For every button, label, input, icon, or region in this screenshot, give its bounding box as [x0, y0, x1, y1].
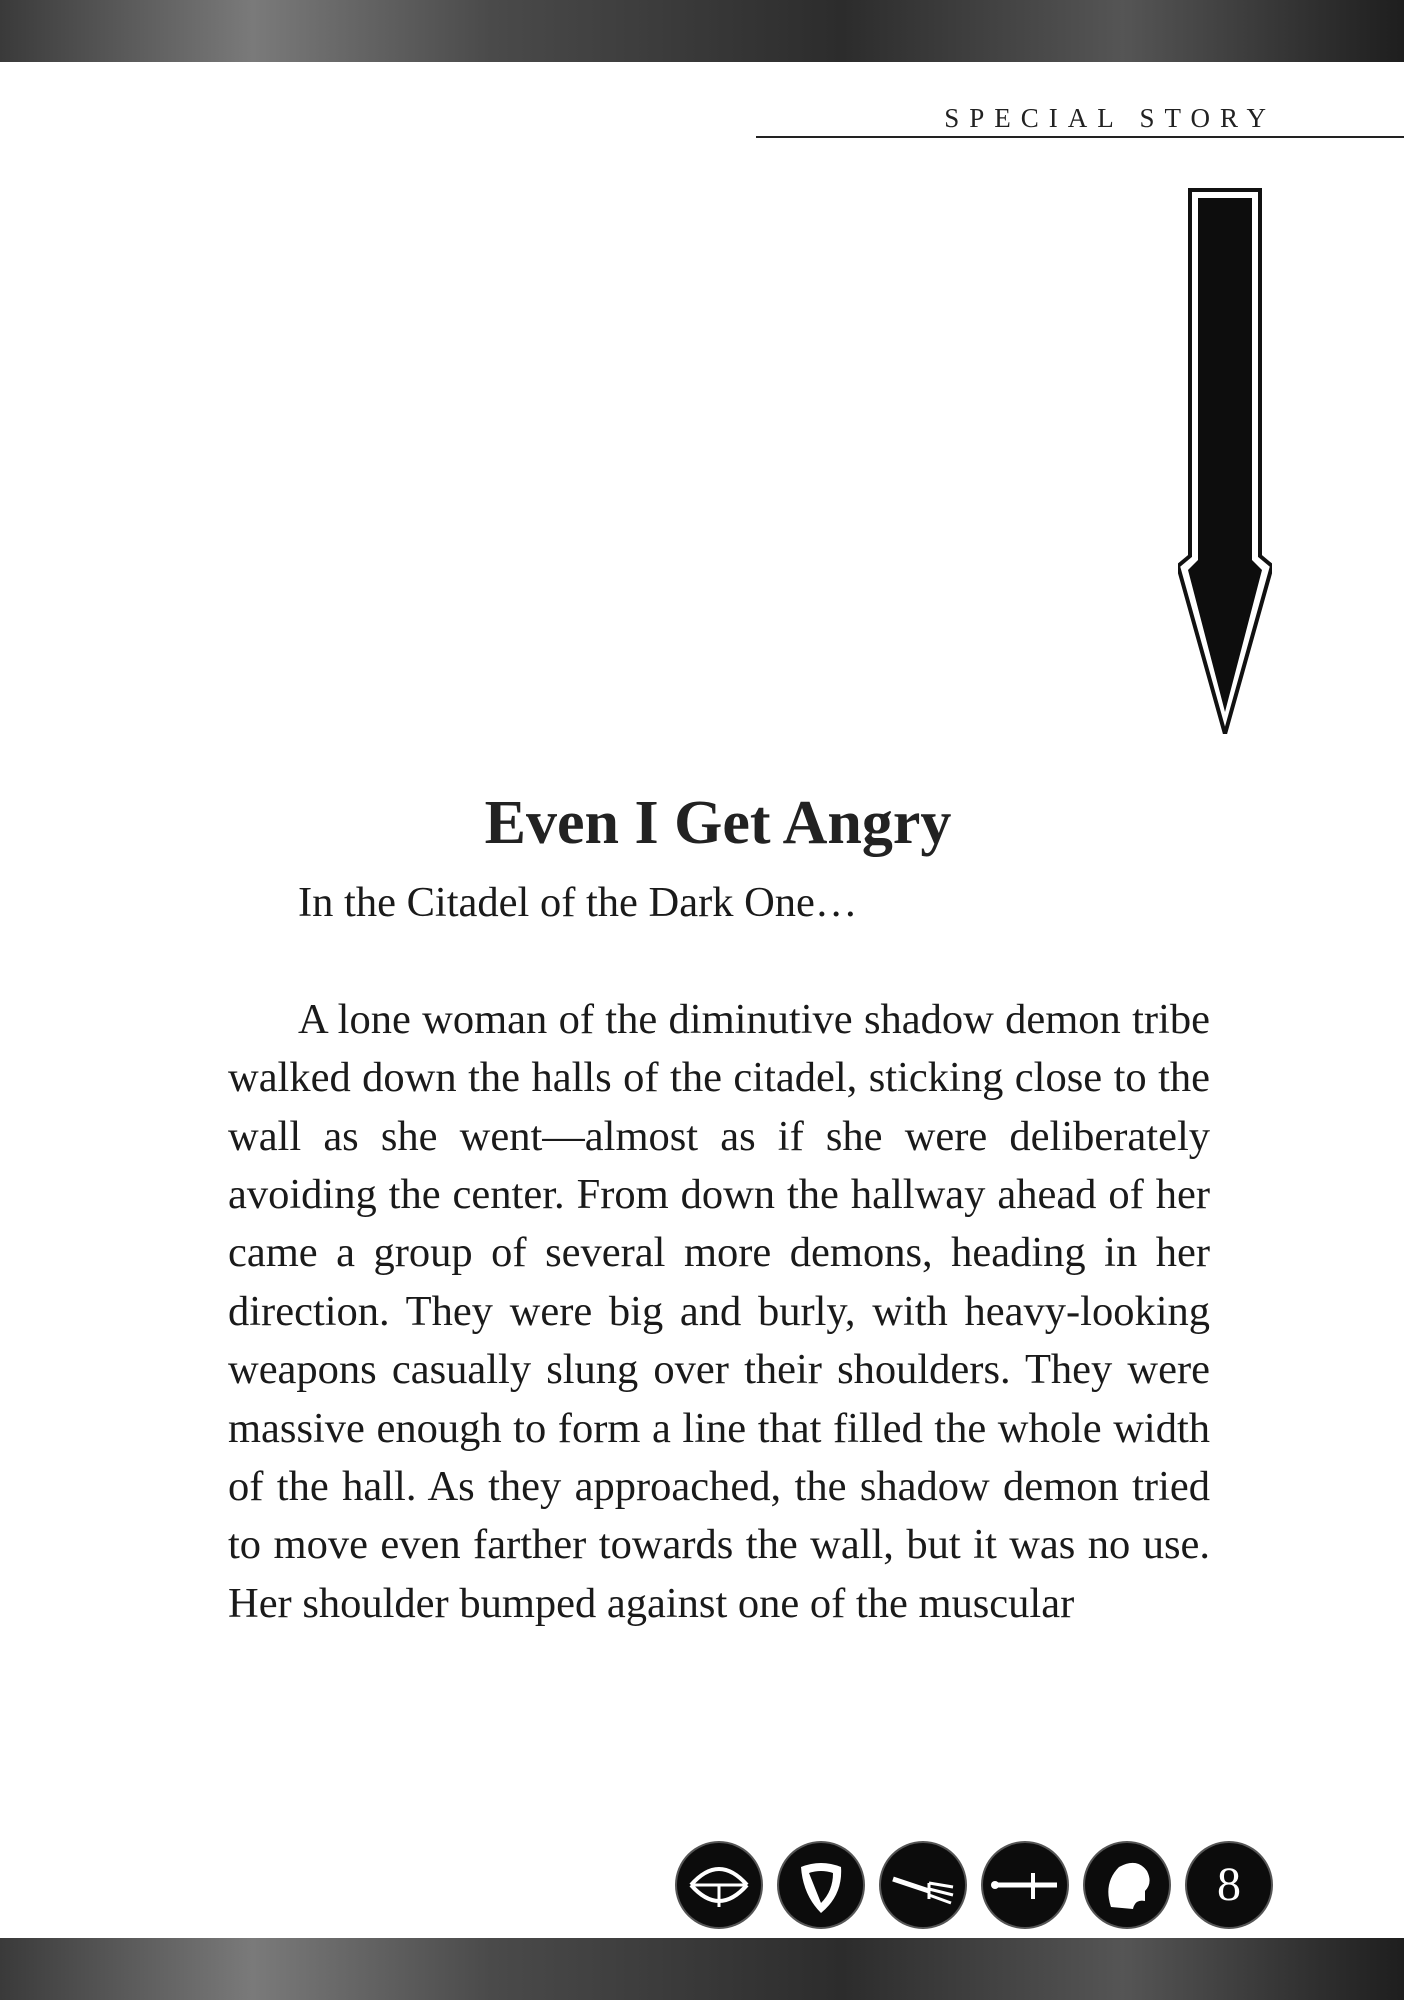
footer-icon-row — [677, 1843, 1277, 1927]
section-header-label: SPECIAL STORY — [944, 103, 1276, 133]
fork-icon — [881, 1843, 965, 1927]
top-decorative-band — [0, 0, 1404, 62]
story-title: Even I Get Angry — [484, 788, 952, 857]
bottom-decorative-band — [0, 1938, 1404, 2000]
page-number-badge — [1187, 1843, 1271, 1927]
page-number: 8 — [1217, 1858, 1241, 1911]
story-body — [228, 874, 1210, 1633]
story-paragraph: A lone woman of the diminutive shadow demon tribe walked down the halls of the citadel, sticking close to the wall as she went—almost as if she were deliberately avoiding the center. From down the hallway ahead of her came a group of several more demons, heading in her direction. They were big and burly, with heavy-looking weapons casually slung over their shoulders. They were massive enough to form a line that filled the whole width of the hall. As they approached, the shadow demon tried to move even farther towards the wall, but it was no use. Her shoulder bumped against one of the muscular — [228, 995, 1210, 1627]
downward-arrow-icon — [1178, 188, 1272, 734]
shield-icon — [779, 1843, 863, 1927]
section-header — [756, 100, 1404, 138]
head-silhouette-icon — [1085, 1843, 1169, 1927]
sword-icon — [983, 1843, 1067, 1927]
story-paragraph: In the Citadel of the Dark One… — [298, 879, 858, 926]
bow-icon — [677, 1843, 761, 1927]
